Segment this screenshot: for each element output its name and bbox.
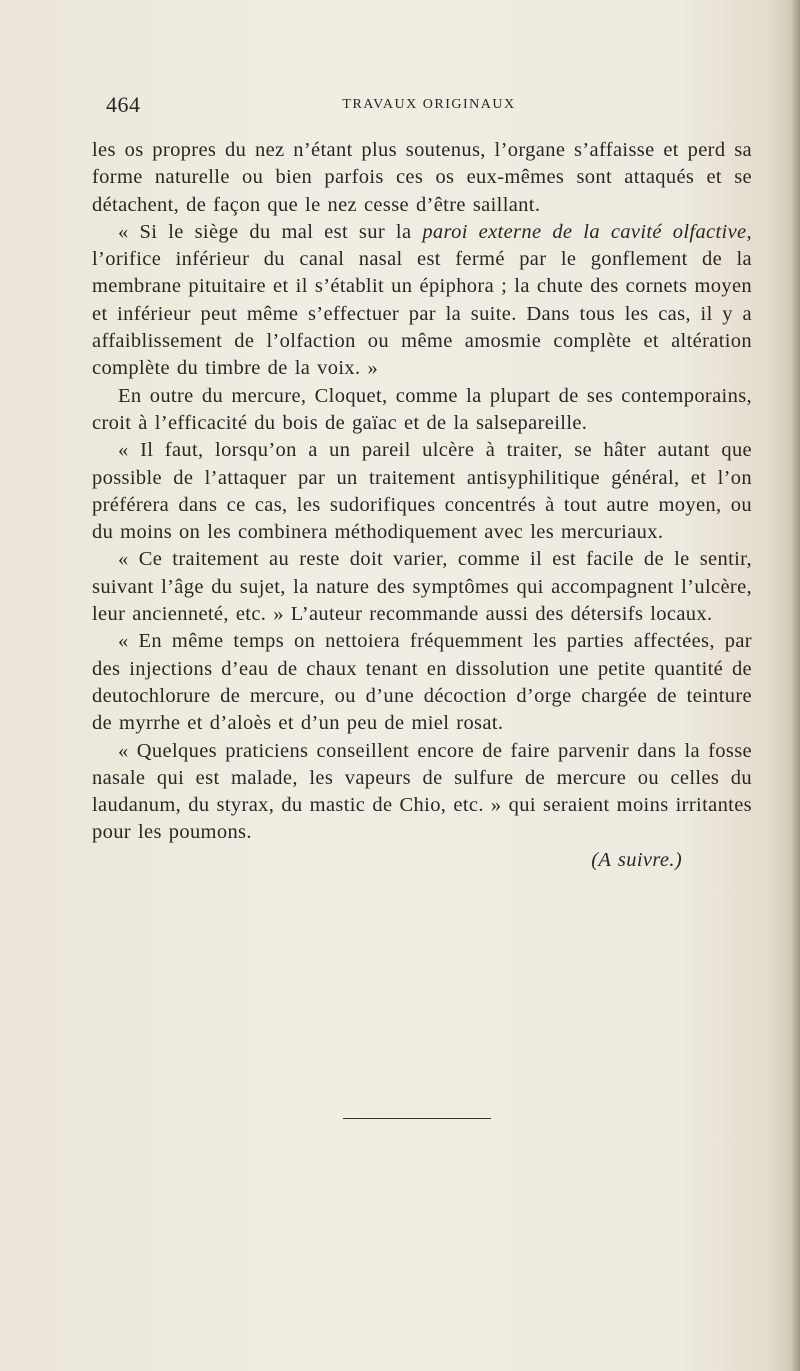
paragraph xyxy=(92,437,752,546)
body-text xyxy=(92,137,752,874)
paragraph xyxy=(92,628,752,737)
text-run: « Ce traitement au reste doit varier, comme il est facile de le sentir, suivant l’âge du sujet, la nature des symptômes qui accompagnent l’ulcère, leur ancienneté, etc. » L’auteur recommande aussi des détersifs locaux. xyxy=(92,548,752,626)
text-run: En outre du mercure, Cloquet, comme la plupart de ses contemporains, croit à l’efficacité du bois de gaïac et de la salsepareille. xyxy=(92,384,752,434)
text-run: les os propres du nez n’étant plus soutenus, l’organe s’affaisse et perd sa forme naturelle ou bien parfois ces os eux-mêmes sont attaqués et se détachent, de façon que le nez cesse d’être saillant. xyxy=(92,139,752,216)
paragraph xyxy=(92,738,752,847)
paragraph xyxy=(92,137,752,219)
text-run: « Si le siège du mal est sur la xyxy=(118,220,423,243)
page-number: 464 xyxy=(106,92,141,117)
running-title: TRAVAUX ORIGINAUX xyxy=(342,97,516,112)
page-edge-shadow xyxy=(790,0,800,1371)
paragraph xyxy=(92,219,752,383)
paragraph xyxy=(92,383,752,438)
text-run: , l’orifice inférieur du canal nasal est fermé par le gonflement de la membrane pituitaire et il s’établit un épiphora ; la chute des cornets moyen et inférieur peut même s’effectuer par la suite. Dans tous les cas, il y a affaiblissement de l’olfaction ou même amosmie complète et altération complète du timbre de la voix. » xyxy=(92,220,752,380)
section-divider xyxy=(343,1118,491,1119)
continuation-note: (A suivre.) xyxy=(591,848,682,871)
text-run: « En même temps on nettoiera fréquemment les parties affectées, par des injections d’eau de chaux tenant en dissolution une petite quantité de deutochlorure de mercure, ou d’une décoction d’orge chargée de teinture de myrrhe et d’aloès et d’un peu de miel rosat. xyxy=(92,630,752,735)
page-header xyxy=(106,92,752,118)
text-run: « Il faut, lorsqu’on a un pareil ulcère à traiter, se hâter autant que possible de l’attaquer par un traitement antisyphilitique général, et l’on préférera dans ce cas, les sudorifiques concentrés à tout autre moyen, ou du moins on les combinera méthodiquement avec les mercuriaux. xyxy=(92,439,752,544)
text-run: « Quelques praticiens conseillent encore de faire parvenir dans la fosse nasale qui est malade, les vapeurs de sulfure de mercure ou celles du laudanum, du styrax, du mastic de Chio, etc. » qui seraient moins irritantes pour les poumons. xyxy=(92,739,752,844)
italic-text-run: paroi externe de la cavité olfactive xyxy=(422,220,747,243)
paragraph xyxy=(92,546,752,628)
